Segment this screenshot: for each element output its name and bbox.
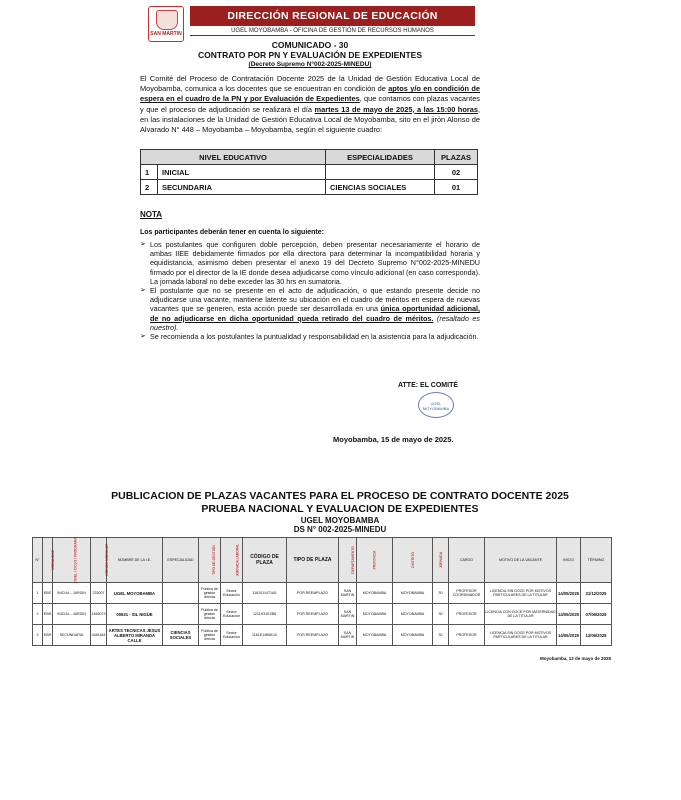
table-cell: 30 — [433, 604, 449, 625]
nota-heading: Los participantes deberán tener en cuenta lo siguiente: — [140, 229, 324, 236]
table-cell: 12/06/2025 — [581, 625, 612, 646]
table-row — [33, 604, 612, 625]
table-cell: SAN MARTIN — [339, 583, 357, 604]
table-cell: MOYOBAMBA — [357, 583, 393, 604]
row-plazas: 01 — [435, 180, 478, 195]
column-header: INICIO — [557, 538, 581, 583]
row-nivel: INICIAL — [158, 165, 326, 180]
table-cell: POR REEMPLAZO — [287, 625, 339, 646]
column-header — [199, 538, 221, 583]
column-header — [91, 538, 107, 583]
communique-subtitle: CONTRATO POR PN Y EVALUACIÓN DE EXPEDIENTES — [197, 50, 423, 60]
stamp-seal — [418, 392, 454, 418]
nota-bullets — [140, 240, 480, 341]
table-cell: 0481184 — [91, 625, 107, 646]
table-cell: 00631 - SIL NIGÜE — [107, 604, 163, 625]
table-cell: Pública de gestión directa — [199, 604, 221, 625]
row-number: 2 — [141, 180, 158, 195]
bullet-highlight: única oportunidad adicional, de no adjudicarse en dicha oportunidad queda retirado del cuadro de méritos. — [150, 304, 480, 323]
table-cell: 3 — [33, 625, 43, 646]
publication-title: PUBLICACION DE PLAZAS VACANTES PARA EL PROCESO DE CONTRATO DOCENTE 2025 — [111, 490, 569, 502]
table-cell: 1161E14B6E10 — [243, 625, 287, 646]
table-cell: LICENCIA SIN GOCE POR MOTIVOS PARTICULARES DE LA TITULAR — [485, 625, 557, 646]
table-cell: 14/05/2025 — [557, 625, 581, 646]
paragraph-date-highlight: martes 13 de mayo de 2025, a las 15:00 horas — [314, 104, 478, 114]
signature-label: ATTE: EL COMITÉ — [398, 382, 459, 389]
publication-ugel: UGEL MOYOBAMBA — [300, 516, 380, 525]
table-cell: SECUNDARIA — [53, 625, 91, 646]
column-header: ESPECIALIDAD — [163, 538, 199, 583]
header-plazas: PLAZAS — [435, 150, 478, 165]
table-cell: 2 — [33, 604, 43, 625]
vacancies-summary-table — [140, 149, 478, 195]
table-cell: INICIAL - JARDIN — [53, 583, 91, 604]
row-nivel: SECUNDARIA — [158, 180, 326, 195]
crest-icon — [156, 10, 178, 30]
table-cell: 1161011471A5 — [243, 583, 287, 604]
paragraph-part: , en las instalaciones de la Unidad de Gestión Educativa Local de Moyobamba, sito en el jirón Alonso de Alvarado N° 448 – Moyobamba – Moyobamba, según el siguiente cuadro: — [140, 104, 480, 135]
paragraph-part: , que contamos con plazas vacantes y que el proceso de adjudicación se realizará el día — [140, 94, 480, 114]
table-cell: 31/12/2025 — [581, 583, 612, 604]
table-cell: EBE — [43, 583, 53, 604]
vacancies-detail-table — [32, 537, 612, 646]
table-cell: 233007 — [91, 583, 107, 604]
publication-decree: DS N° 002-2025-MINEDU — [293, 525, 387, 534]
publication-date: Moyobamba, 12 de mayo de 2025 — [540, 656, 612, 661]
table-row — [33, 625, 612, 646]
table-cell: Sector Educación — [221, 583, 243, 604]
column-header-label: DEPARTAMENTO — [350, 546, 355, 574]
column-header-label: MODALIDAD — [51, 549, 56, 571]
communique-title: COMUNICADO - 30 — [271, 40, 349, 50]
column-header-label: NIVEL / CICLO / PROGRAMA — [73, 537, 78, 583]
column-header: N° — [33, 538, 43, 583]
paragraph-part: El Comité del Proceso de Contratación Docente 2025 de la Unidad de Gestión Educativa Local de Moyobamba, comunica a los docentes que se encuentran en condición de — [140, 74, 480, 94]
paragraph-highlight: aptos y/o en condición de espera en el cuadro de la PN y por Evaluación de Expedientes — [140, 84, 480, 104]
table-cell: Pública de gestión directa — [199, 583, 221, 604]
logo-label: SAN MARTIN — [150, 31, 182, 37]
header-banner: DIRECCIÓN REGIONAL DE EDUCACIÓN — [190, 6, 475, 26]
table-cell — [163, 583, 199, 604]
table-cell: PROFESOR — [449, 604, 485, 625]
nota-title: NOTA — [140, 210, 163, 219]
table-row — [141, 180, 478, 195]
communique-decree: (Decreto Supremo N°002-2025-MINEDU) — [248, 61, 372, 68]
bullet-item: ➢ Los postulantes que configuren doble percepción, deben presentar necesariamente el horario de ambas IIEE debidamente firmados por ella directora para determinar la incompatibilidad horaria y equidistancia, asimismo deben presentar el anexo 19 del Decreto Supremo N°002-2025-MINEDU firmado por el director de la IE donde desea adjudicarse como vínculo adicional (en caso corresponda). La jornada laboral no debe exceder las 30 hrs en sumatoria. — [140, 240, 480, 286]
table-cell: 30 — [433, 583, 449, 604]
table-cell: MOYOBAMBA — [393, 583, 433, 604]
column-header-label: JORNADA — [439, 551, 444, 569]
table-cell: PROFESOR COORDINADOR — [449, 583, 485, 604]
table-cell: 14/05/2025 — [557, 604, 581, 625]
column-header: TIPO DE PLAZA — [287, 538, 339, 583]
bullet-text: El postulante que no se presente en el acto de adjudicación, o que estando presente decide no adjudicarse una vacante, mantiene latente su ubicación en el cuadro de méritos en espera de nuevas vacantes que se generen, esta acción puede ser desarrollada en una — [150, 286, 480, 314]
row-plazas: 02 — [435, 165, 478, 180]
communique-paragraph — [140, 74, 480, 135]
table-cell: PROFESOR — [449, 625, 485, 646]
ugel-logo — [148, 6, 184, 42]
column-header-label: DISTRITO — [410, 552, 415, 568]
table-cell: POR REEMPLAZO — [287, 583, 339, 604]
table-header-row — [33, 538, 612, 583]
table-cell: 30 — [433, 625, 449, 646]
column-header — [53, 538, 91, 583]
header-nivel: NIVEL EDUCATIVO — [141, 150, 326, 165]
table-cell: UGEL MOYOBAMBA — [107, 583, 163, 604]
table-cell: POR REEMPLAZO — [287, 604, 339, 625]
communique-date: Moyobamba, 15 de mayo de 2025. — [333, 435, 454, 444]
row-especialidad — [326, 165, 435, 180]
column-header: CARGO — [449, 538, 485, 583]
table-cell: Sector Educación — [221, 604, 243, 625]
table-cell — [163, 604, 199, 625]
table-cell: LICENCIA SIN GOCE POR MOTIVOS PARTICULARES DE LA TITULAR — [485, 583, 557, 604]
column-header — [43, 538, 56, 583]
column-header: CÓDIGO DE PLAZA — [243, 538, 287, 583]
table-cell: EBR — [43, 604, 53, 625]
table-cell: MOYOBAMBA — [393, 625, 433, 646]
table-cell: SAN MARTIN — [339, 625, 357, 646]
bullet-item: ➢ Se recomienda a los postulantes la puntualidad y responsabilidad en la asistencia para la adjudicación. — [140, 332, 480, 341]
table-cell: ARTES TECNICAS JESUS ALBERTO MIRANDA CALLE — [107, 625, 163, 646]
table-cell: LICENCIA CON GOCE POR MATERNIDAD DE LA TITULAR — [485, 604, 557, 625]
table-cell: Pública de gestión directa — [199, 625, 221, 646]
table-cell: 1211H31E2B8 — [243, 604, 287, 625]
bullet-item — [140, 286, 480, 332]
header-especialidades: ESPECIALIDADES — [326, 150, 435, 165]
bullet-note: (resaltado es nuestro). — [150, 313, 480, 332]
column-header-label: TIPO DE GESTIÓN — [211, 545, 216, 575]
table-row — [33, 583, 612, 604]
table-cell: 07/06/2025 — [581, 604, 612, 625]
table-cell: MOYOBAMBA — [357, 604, 393, 625]
table-cell: 1465073 — [91, 604, 107, 625]
column-header-label: JORNADA LABORAL — [235, 543, 240, 577]
seal-text: UGEL MOYOBAMBA — [422, 401, 450, 411]
column-header — [393, 538, 433, 583]
header-subbanner: UGEL MOYOBAMBA - OFICINA DE GESTIÓN DE RECURSOS HUMANOS — [190, 27, 475, 36]
column-header-label: PROVINCIA — [372, 550, 377, 570]
table-cell: EBR — [43, 625, 53, 646]
table-cell: INICIAL - JARDIN — [53, 604, 91, 625]
column-header — [221, 538, 243, 583]
column-header — [433, 538, 449, 583]
column-header — [339, 538, 357, 583]
table-cell: SAN MARTIN — [339, 604, 357, 625]
table-cell: CIENCIAS SOCIALES — [163, 625, 199, 646]
table-row — [141, 165, 478, 180]
column-header: NOMBRE DE LA I.E. — [107, 538, 163, 583]
column-header: MOTIVO DE LA VACANTE — [485, 538, 557, 583]
row-especialidad: CIENCIAS SOCIALES — [326, 180, 435, 195]
table-cell: 1 — [33, 583, 43, 604]
table-cell: Sector Educación — [221, 625, 243, 646]
column-header-label: CÓDIGO MODULAR — [104, 544, 109, 576]
table-cell: MOYOBAMBA — [393, 604, 433, 625]
publication-subtitle: PRUEBA NACIONAL Y EVALUACION DE EXPEDIENTES — [201, 503, 479, 515]
table-cell: MOYOBAMBA — [357, 625, 393, 646]
column-header — [357, 538, 393, 583]
row-number: 1 — [141, 165, 158, 180]
table-cell: 14/05/2025 — [557, 583, 581, 604]
column-header: TÉRMINO — [581, 538, 612, 583]
